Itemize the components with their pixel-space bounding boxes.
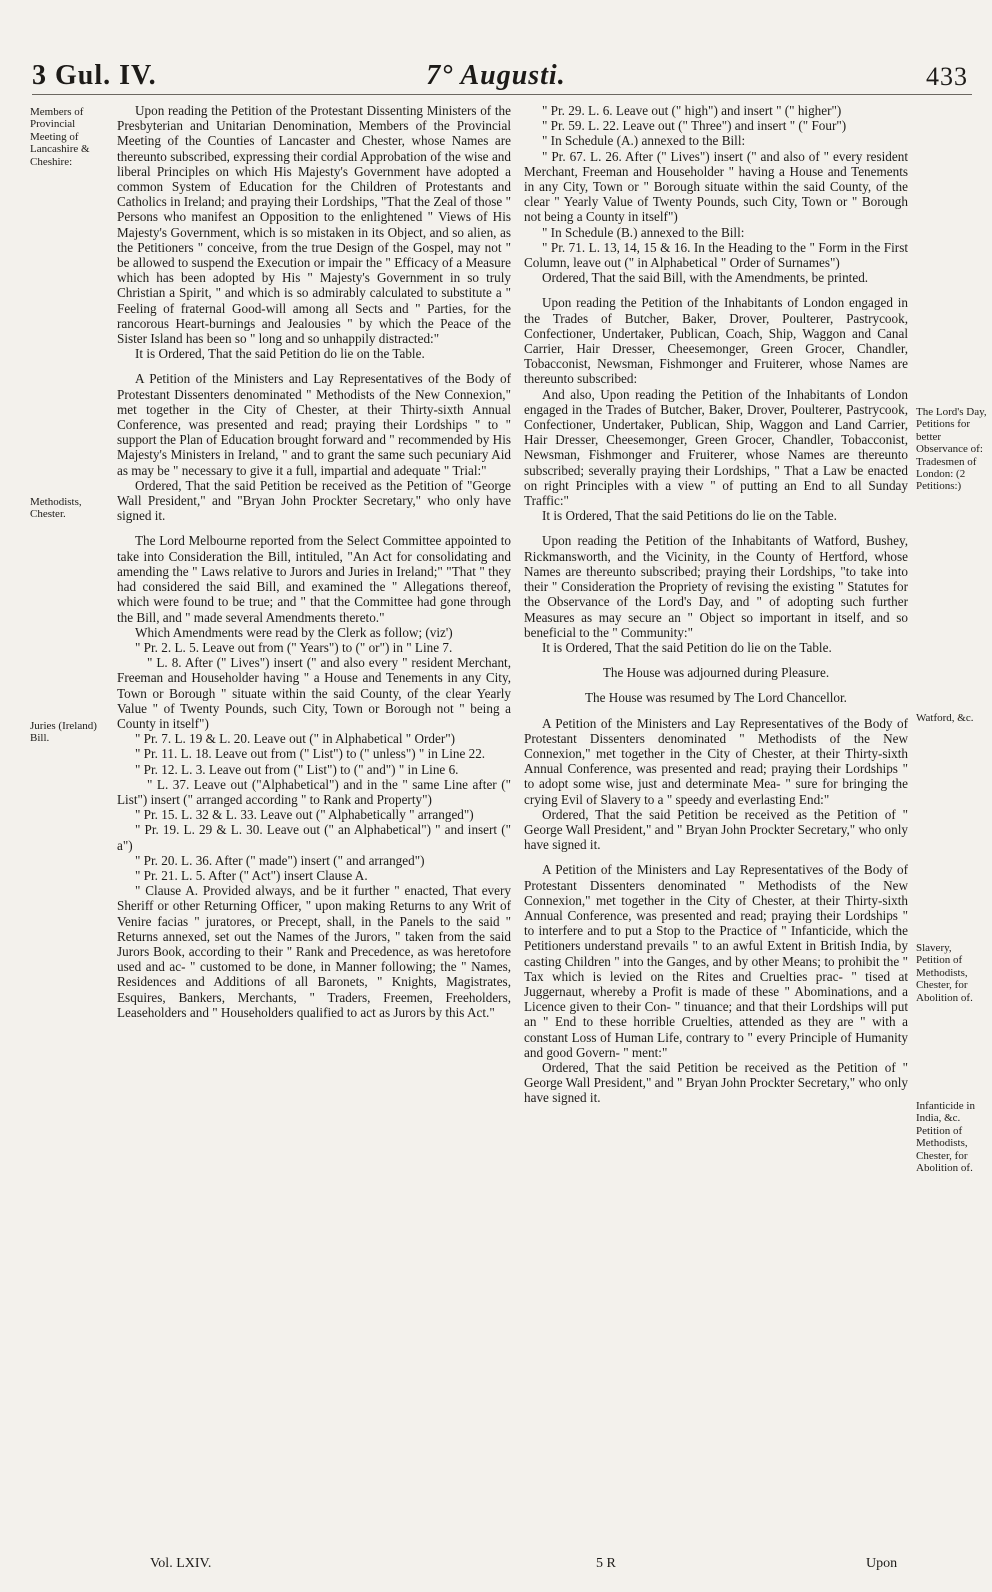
paragraph: " In Schedule (A.) annexed to the Bill: (542, 133, 746, 149)
sidenote: Slavery, Petition of Methodists, Chester, for Abolition of. (916, 942, 973, 1004)
sidenote: Members of Provincial Meeting of Lancashire & Cheshire: (30, 106, 90, 168)
paragraph: Which Amendments were read by the Clerk as follow; (viz') (135, 624, 453, 640)
paragraph: It is Ordered, That the said Petition do lie on the Table. (542, 639, 832, 655)
paragraph: " Pr. 19. L. 29 & L. 30. Leave out (" an Alphabetical") " and insert (" a") (117, 822, 511, 853)
paragraph: It is Ordered, That the said Petition do lie on the Table. (135, 346, 425, 362)
paragraph: " Pr. 2. L. 5. Leave out from (" Years") to (" or") in " Line 7. (135, 639, 453, 655)
paragraph: And also, Upon reading the Petition of the Inhabitants of London engaged in the Trades of Butcher, Baker, Drover, Poulterer, Pastrycook, Confectioner, Undertaker, Publican, Ship, Waggon and Land Carrier, Hair Dresser, Cheesemonger, Green Grocer, Chandler, Tobacconist, Newsman, Fishmonger and Fruiterer, whose Names are thereunto subscribed; severally praying their Lordships, " That a Law be enacted on right Principles with a view " of putting an End to all Sunday Traffic:" (524, 386, 908, 509)
paragraph: " L. 8. After (" Lives") insert (" and also every " resident Merchant, Freeman and Householder having " a House and Tenements in any City, Town or Borough " situate within the said County, of the clear Yearly Value " of Twenty Pounds, such City, Town or Borough not " being a County in itself") (117, 655, 511, 731)
paragraph: " Pr. 67. L. 26. After (" Lives") insert (" and also of " every resident Merchant, Freeman and Householder " having a House and Tenements in any City, Town or " Borough situate within the said County, of the clear " Yearly Value of Twenty Pounds, such City, Town or " Borough not being a County in itself") (524, 148, 908, 225)
paragraph: Ordered, That the said Petition be received as the Petition of " George Wall President," and " Bryan John Prockter Secretary," who only have signed it. (524, 1059, 908, 1106)
paragraph: It is Ordered, That the said Petitions do lie on the Table. (542, 508, 837, 524)
paragraph: " In Schedule (B.) annexed to the Bill: (542, 224, 745, 240)
left-column (117, 103, 511, 1020)
paragraph: The Lord Melbourne reported from the Select Committee appointed to take into Consideration the Bill, intituled, "An Act for consolidating and amending the " Laws relative to Jurors and Juries in Ireland;" "That " they had considered the said Bill, and examined the " Allegations thereof, which were found to be true; and " that the Committee had gone through the Bill, and " made several Amendments thereto." (117, 533, 511, 625)
sidenote: Watford, &c. (916, 712, 974, 724)
paragraph: " Pr. 21. L. 5. After (" Act") insert Clause A. (135, 867, 368, 883)
sidenote: Juries (Ireland) Bill. (30, 720, 97, 745)
paragraph: " Pr. 12. L. 3. Leave out from (" List") to (" and") " in Line 6. (135, 761, 459, 777)
sidenote: Infanticide in India, &c. Petition of Methodists, Chester, for Abolition of. (916, 1100, 975, 1175)
paragraph: The House was adjourned during Pleasure. (602, 665, 830, 681)
footer-volume: Vol. LXIV. (150, 1556, 212, 1571)
paragraph: " Pr. 20. L. 36. After (" made") insert (" and arranged") (135, 852, 425, 868)
paragraph: " Pr. 11. L. 18. Leave out from (" List") to (" unless") " in Line 22. (135, 746, 486, 762)
footer-signature: 5 R (596, 1556, 616, 1571)
paragraph: Upon reading the Petition of the Protestant Dissenting Ministers of the Presbyterian and Unitarian Denomination, Members of the Provincial Meeting of the Counties of Lancaster and Chester, whose Names are thereunto subscribed, expressing their cordial Approbation of the wise and liberal Principles on which His Majesty's Government have adopted a common System of Education for the Children of Protestants and Catholics in Ireland; and praying their Lordships, "That the Zeal of those " Persons who manifest an Opposition to the enlightened " Views of His Majesty's Government, which is so mistaken in its Object, and so alien, as the Petitioners " conceive, from the true Design of the Gospel, may not " be allowed to suspend the Execution or impair the " Efficacy of a Measure which has been adopted by His " Majesty's Government in so truly Christian a Spirit, " and which is so admirably calculated to substitute a " Feeling of fraternal Good-will among all Sects and " Parties, for the rancorous Heart-burnings and Jealousies " by which the Peace of the Sister Island has been so " long and so unhappily distracted:" (117, 103, 511, 347)
paragraph: " Pr. 59. L. 22. Leave out (" Three") and insert " (" Four") (542, 118, 847, 134)
paragraph: " Pr. 7. L. 19 & L. 20. Leave out (" in Alphabetical " Order") (135, 731, 456, 747)
paragraph: Ordered, That the said Bill, with the Amendments, be printed. (542, 270, 869, 286)
paragraph: " Clause A. Provided always, and be it further " enacted, That every Sheriff or other Returning Officer, " upon making Returns to any Writ of Venire facias " juratores, or Precept, shall, in the Panels to the said " Returns annexed, set out the Names of the Jurors, " taken from the said Jurors Book, according to their " Rank and Precedence, as was heretofore used and ac- " customed to be done, in Manner following; the " Names, Residences and Additions of all Baronets, " Knights, Magistrates, Esquires, Bankers, Merchants, " Traders, Freemen, Freeholders, Leaseholders and " Householders qualified to act as Jurors by this Act." (117, 883, 511, 1020)
paragraph: " Pr. 29. L. 6. Leave out (" high") and insert " (" higher") (542, 103, 842, 118)
paragraph: " L. 37. Leave out ("Alphabetical") and in the " same Line after (" List") insert (" arranged according " to Rank and Property") (117, 776, 511, 807)
header-page-number: 433 (926, 62, 968, 91)
footer-catchword: Upon (866, 1556, 898, 1571)
paragraph: Upon reading the Petition of the Inhabitants of London engaged in the Trades of Butcher, Baker, Drover, Poulterer, Pastrycook, Confectioner, Undertaker, Publican, Coach, Ship, Waggon and Canal Carrier, Hair Dresser, Cheesemonger, Green Grocer, Chandler, Tobacconist, Newsman, Fishmonger and Fruiterer, whose Names are thereunto subscribed: (524, 295, 908, 387)
paragraph: A Petition of the Ministers and Lay Representatives of the Body of Protestant Dissenters denominated " Methodists of the New Connexion," met together in the City of Chester, at their Thirty-sixth Annual Conference, was presented and read; praying their Lordships " to " support the Plan of Education brought forward and " recommended by His Majesty's Ministers in Ireland, " and to grant the same such pecuniary Aid as may be " necessary to give it a full, impartial and adequate " Trial:" (117, 371, 511, 478)
paragraph: " Pr. 15. L. 32 & L. 33. Leave out (" Alphabetically " arranged") (135, 807, 474, 823)
paragraph: Ordered, That the said Petition be received as the Petition of " George Wall President," and " Bryan John Prockter Secretary," who only have signed it. (524, 806, 908, 853)
paragraph: A Petition of the Ministers and Lay Representatives of the Body of Protestant Dissenters denominated " Methodists of the New Connexion," met together in the City of Chester, at their Thirty-sixth Annual Conference, was presented and read; praying their Lordships " to interfere and to put a Stop to the Practice of " Infanticide, which the Petitioners understand prevails " to an awful Extent in British India, by casting Children " into the Ganges, and by other Means; to prohibit the " Tax which is levied on the Rites and Cruelties prac- " tised at Juggernaut, whereby a Profit is made of these " Abominations, and a Licence given to their Con- " tinuance; and that their Lordships will put an " End to these horrible Cruelties, attended as they are " with a constant Loss of Human Life, contrary to " every Principle of Humanity and good Govern- " ment:" (524, 862, 908, 1060)
paragraph: Ordered, That the said Petition be received as the Petition of "George Wall President," and "Bryan John Prockter Secretary," who only have signed it. (117, 477, 511, 524)
paragraph: The House was resumed by The Lord Chancellor. (585, 690, 847, 706)
paragraph: A Petition of the Ministers and Lay Representatives of the Body of Protestant Dissenters denominated " Methodists of the New Connexion," met together in the City of Chester, at their Thirty-sixth Annual Conference, was presented and read; praying their Lordships " to adopt some wise, just and determinate Mea- " sure for bringing the crying Evil of Slavery to a " speedy and everlasting End:" (524, 715, 908, 807)
header-rule (32, 94, 972, 95)
paragraph: " Pr. 71. L. 13, 14, 15 & 16. In the Heading to the " Form in the First Column, leave out (" in Alphabetical " Order of Surnames") (524, 239, 908, 271)
header-regnal-year: 3 Gul. IV. (32, 60, 157, 91)
paragraph: Upon reading the Petition of the Inhabitants of Watford, Bushey, Rickmansworth, and the Vicinity, in the County of Hertford, whose Names are thereunto subscribed; praying their Lordships, "to take into their " Consideration the Propriety of revising the existing " Statutes for the Observance of the Lord's Day, and " of adopting such further Measures as may secure an " Object so important in itself, and so beneficial to the " Community:" (524, 533, 908, 640)
sidenote: The Lord's Day, Petitions for better Observance of: Tradesmen of London: (2 Petitions:) (916, 406, 987, 493)
right-column (524, 103, 908, 1106)
sidenote: Methodists, Chester. (30, 496, 82, 521)
header-date: 7° Augusti. (426, 60, 566, 91)
